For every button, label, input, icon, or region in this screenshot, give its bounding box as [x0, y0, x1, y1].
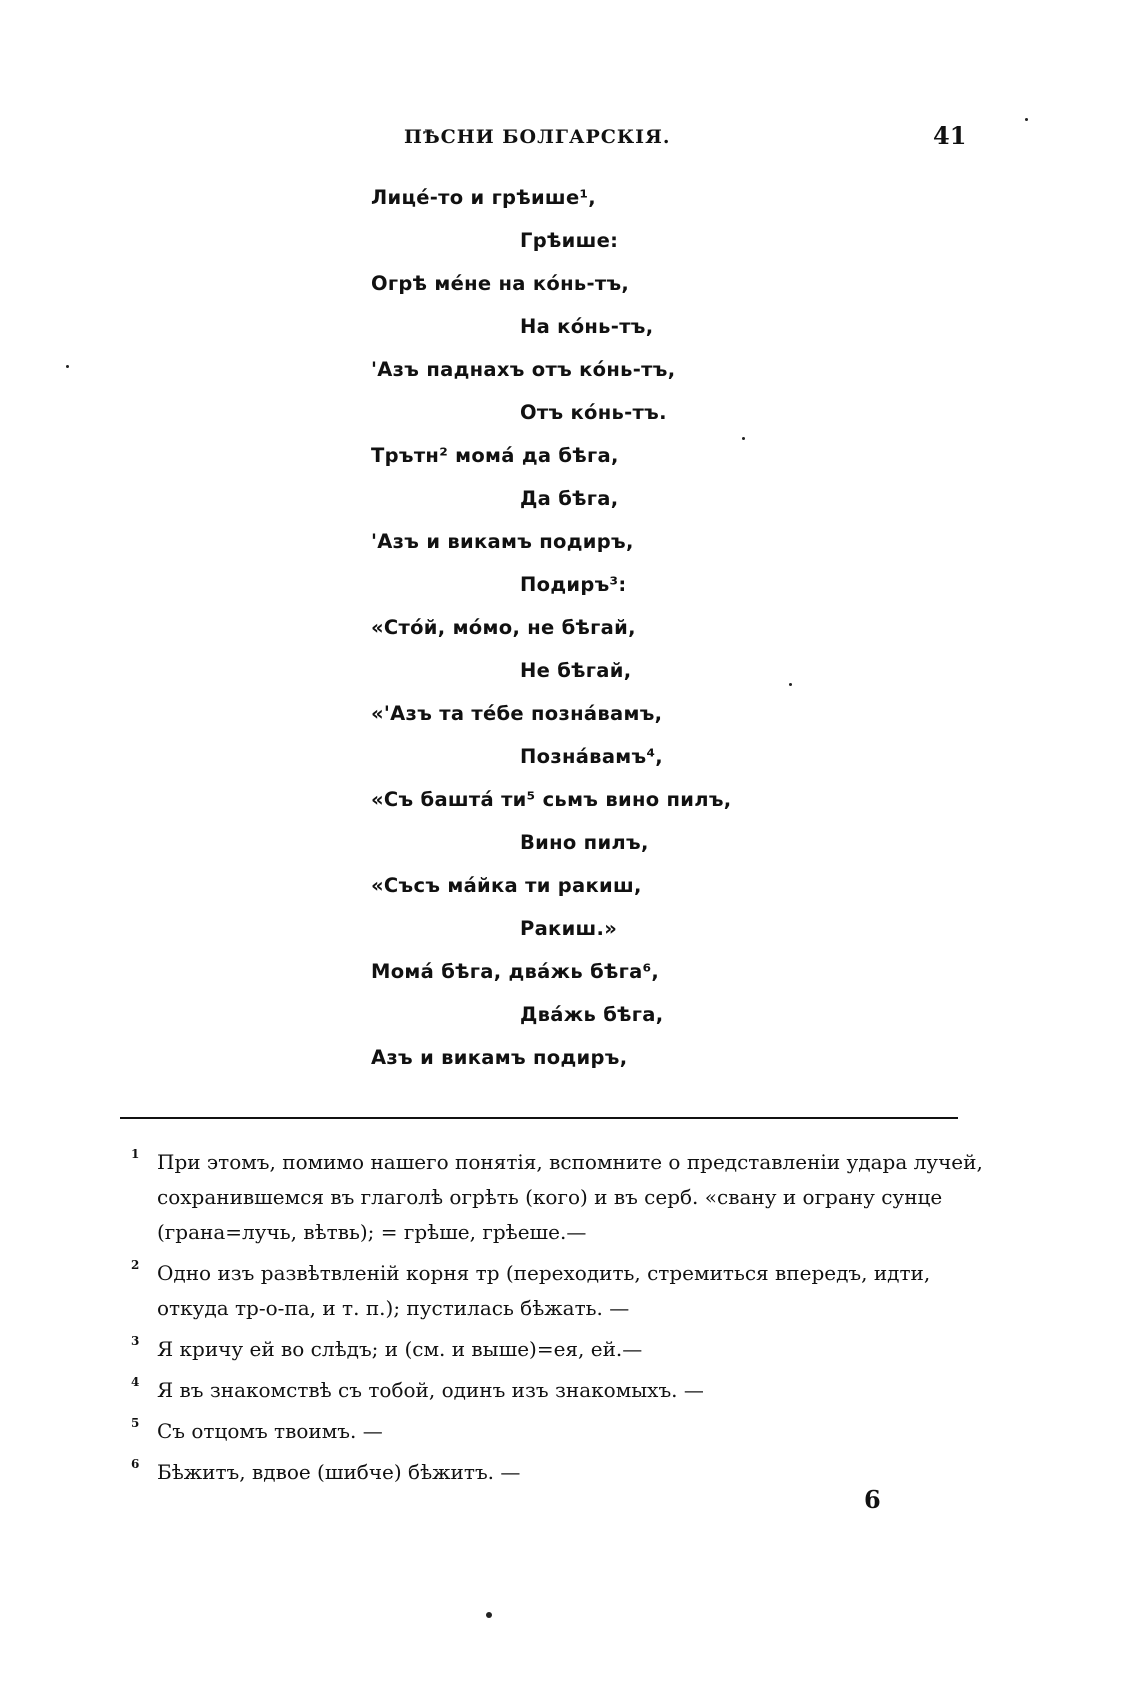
footnote-text: Одно изъ развѣтвленій корня тр (переходить, стремиться впередъ, идти, откуда тр-о-па, и т. п.); пустилась бѣжать. — — [157, 1261, 931, 1320]
footnote-text: Я въ знакомствѣ съ тобой, одинъ изъ знакомыхъ. — — [157, 1378, 704, 1402]
verse-line: 'Азъ и викамъ подиръ, — [371, 530, 634, 553]
footnote-mark: 1 — [131, 1147, 140, 1161]
page-number: 41 — [933, 121, 967, 150]
verse-line: Огрѣ мéне на кóнь-тъ, — [371, 272, 630, 295]
footnote — [125, 1414, 985, 1449]
verse-line: «Съ баштá ти⁵ сьмъ вино пилъ, — [371, 788, 732, 811]
verse-line: Лицé-то и грѣише¹, — [371, 186, 597, 209]
verse-line: Двáжь бѣга, — [520, 1003, 664, 1026]
footnote-mark: 4 — [131, 1375, 140, 1389]
footnote-text: Бѣжитъ, вдвое (шибче) бѣжитъ. — — [157, 1460, 521, 1484]
speck — [1025, 118, 1028, 121]
footnotes — [125, 1145, 985, 1496]
speck — [742, 437, 745, 440]
footnote-text: Съ отцомъ твоимъ. — — [157, 1419, 383, 1443]
signature-number: 6 — [864, 1485, 881, 1514]
footnote-mark: 2 — [131, 1258, 140, 1272]
verse-line: Отъ кóнь-тъ. — [520, 401, 667, 424]
verse-line: Момá бѣга, двáжь бѣга⁶, — [371, 960, 660, 983]
footnote — [125, 1332, 985, 1367]
verse-line: «Стóй, мóмо, не бѣгай, — [371, 616, 636, 639]
footnote — [125, 1373, 985, 1408]
speck — [789, 683, 792, 686]
footnote-separator — [120, 1117, 958, 1119]
verse-line: Да бѣга, — [520, 487, 619, 510]
verse-line: 'Азъ паднахъ отъ кóнь-тъ, — [371, 358, 676, 381]
verse-line: Ракиш.» — [520, 917, 618, 940]
footnote-mark: 6 — [131, 1457, 140, 1471]
verse-line: Позна́вамъ⁴, — [520, 745, 664, 768]
verse-line: Не бѣгай, — [520, 659, 632, 682]
speck — [66, 365, 69, 368]
speck — [486, 1612, 492, 1618]
running-title: ПѢСНИ БОЛГАРСКІЯ. — [404, 126, 671, 148]
verse-line: «Съсъ мáйка ти ракиш, — [371, 874, 642, 897]
verse-line: Вино пилъ, — [520, 831, 649, 854]
verse-line: «'Азъ та тéбе позна́вамъ, — [371, 702, 663, 725]
verse-line: Азъ и викамъ подиръ, — [371, 1046, 628, 1069]
verse-line: Подиръ³: — [520, 573, 627, 596]
verse-line: На кóнь-тъ, — [520, 315, 654, 338]
footnote-mark: 3 — [131, 1334, 140, 1348]
footnote-mark: 5 — [131, 1416, 140, 1430]
footnote — [125, 1256, 985, 1326]
footnote — [125, 1145, 985, 1250]
footnote — [125, 1455, 985, 1490]
footnote-text: Я кричу ей во слѣдъ; и (см. и выше)=ея, ей.— — [157, 1337, 643, 1361]
verse-line: Трътн² момá да бѣга, — [371, 444, 619, 467]
footnote-text: При этомъ, помимо нашего понятія, вспомните о представленіи удара лучей, сохранившемся въ глаголѣ огрѣть (кого) и въ серб. «свану и ограну сунце (грана=лучь, вѣтвь); = грѣше, грѣеше.— — [157, 1150, 983, 1244]
verse-line: Грѣише: — [520, 229, 619, 252]
